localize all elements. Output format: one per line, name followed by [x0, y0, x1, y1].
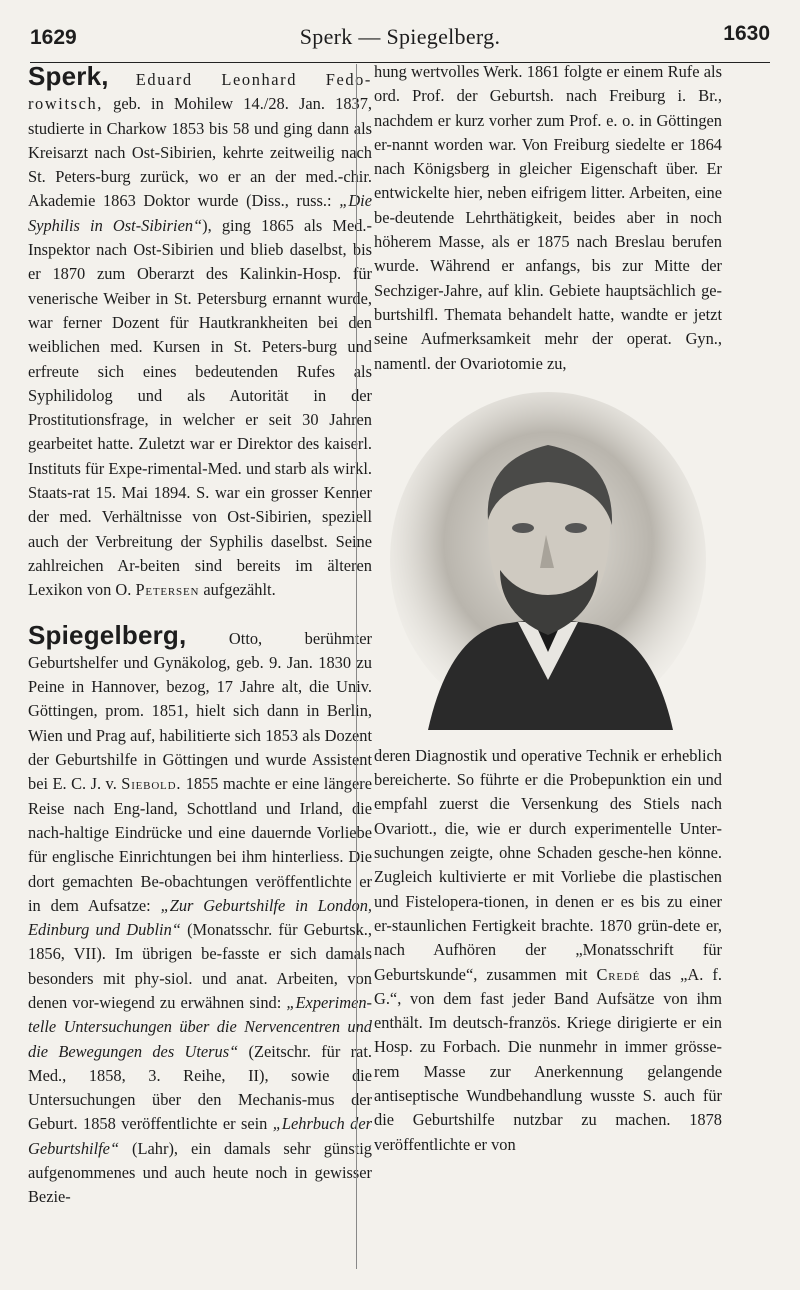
column-right — [374, 60, 722, 1157]
page-header — [30, 16, 770, 56]
text-sperk-3: aufgezählt. — [199, 580, 276, 600]
column-left — [28, 61, 373, 1222]
page-number-right: 1630 — [723, 22, 770, 45]
text-spiegelberg-2: 1855 machte er eine längere Reise nach Eng-land, Schottland und Irland, die nach-haltige Eindrücke und eine dauernde Vorliebe für englische Einrichtungen bei ihm hinterliess. Die dort gemachten Be-obachtungen veröffentlichte er in dem Aufsatze: — [28, 774, 373, 915]
column-divider — [356, 64, 357, 1269]
text-spiegelberg-continued: hung wertvolles Werk. 1861 folgte er einem Rufe als ord. Prof. der Geburtsh. nach Freiburg i. Br., nachdem er kurz vorher zum Prof. e. o. in Göttingen er-nannt worden war. Von Freiburg siedelte er 1864 nach Königsberg in gleicher Eigenschaft über. Er entwickelte hier, neben eifrigem litter. Arbeiten, eine be-deutende Lehrthätigkeit, beides aber in noch höherem Masse, als er 1875 nach Breslau berufen wurde. Während er anfangs, bis zur Mitte der Sechziger-Jahre, auf klin. Gebiete hauptsächlich ge-burtshilfl. Themata behandelt hatte, wandte er jetzt seine Aufmerksamkeit mehr der operat. Gyn., namentl. der Ovariotomie zu, — [374, 62, 722, 373]
entry-spiegelberg — [28, 619, 373, 1210]
text-spiegelberg-continued: das „A. f. G.“, von dem fast jeder Band Aufsätze von ihm enthält. Im deutsch-französ. Kriege dirigierte er ein Hosp. zu Forbach. Die nunmehr in immer grösse-rem Masse zur Anerkennung gelangende antiseptische Wundbehandlung wusste S. auch für die Geburtshilfe nutzbar zu machen. 1878 veröffentlichte er von — [374, 964, 722, 1154]
text-spiegelberg-continued: deren Diagnostik und operative Technik er erheblich bereicherte. So führte er die Probepunktion ein und empfahl zuerst die Versenkung des Stiels nach Ovariott., die, wie er durch experimentelle Unter-suchungen zeigte, ohne Schaden gesche-hen könne. Zugleich kultivierte er mit Vorliebe die plastischen und Fistelopera-tionen, in denen er es bis zu einer er-staunlichen Fertigkeit brachte. 1870 grün-dete er, nach Aufhören der „Monatsschrift für Geburtskunde“, zusammen mit — [374, 745, 722, 984]
work-title: „Die Syphilis in Ost-Sibirien“ — [28, 191, 372, 235]
text-spiegelberg-4: (Zeitschr. für rat. Med., 1858, 3. Reihe, II), sowie die Untersuchungen über den Mechanis-mus der Geburt. 1858 veröffentlichte er sein — [28, 1041, 372, 1134]
names-sperk: Eduard Leonhard Fedo-rowitsch, — [28, 70, 372, 114]
running-title: Sperk — Spiegelberg. — [299, 24, 501, 49]
text-spiegelberg-3: (Monatsschr. für Geburtsk., 1856, VII). Im übrigen be-fasste er sich damals besonders mit phy-siol. und anat. Arbeiten, von denen vor-wiegend zu erwähnen sind: — [28, 920, 372, 1012]
text-sperk-1: geb. in Mohilew 14./28. Jan. 1837, studierte in Charkow 1853 bis 58 und ging dann als Kreisarzt nach Ost-Sibirien, kehrte zeitweilig nach St. Peters-burg zurück, wo er an der med.-chir. Akademie 1863 Doktor wurde (Diss., russ.: — [28, 94, 372, 211]
work-title: „Zur Geburtshilfe in London, Edinburg und Dublin“ — [28, 895, 372, 940]
lemma-sperk: Sperk, — [28, 61, 109, 91]
work-title: „Lehrbuch der Geburtshilfe“ — [28, 1114, 372, 1158]
names-spiegelberg: Otto, — [228, 628, 263, 648]
portrait-engraving-icon — [388, 390, 708, 730]
work-title: „Experimen-telle Untersuchungen über die Nervencentren und die Bewegungen des Uterus“ — [28, 992, 372, 1061]
author-reference: Credé — [596, 964, 641, 984]
page-number-left: 1629 — [30, 26, 77, 49]
entry-sperk — [28, 61, 372, 603]
lemma-spiegelberg: Spiegelberg, — [28, 619, 187, 650]
author-reference: Petersen — [135, 580, 200, 600]
text-spiegelberg-5: (Lahr), ein damals sehr günstig aufgenommenes und auch heute noch in gewisser Bezie- — [28, 1138, 372, 1207]
author-reference: Siebold. — [121, 774, 182, 794]
text-sperk-2: ), ging 1865 als Med.-Inspektor nach Ost-Sibirien und blieb daselbst, bis er 1870 zum Oberarzt des Kalinkin-Hosp. für venerische Weiber in St. Petersburg ernannt wurde, war ferner Dozent für Hautkrankheiten bei den weiblichen med. Kursen in St. Peters-burg und erfreute sich eines bedeutenden Rufes als Syphilidolog und als Autorität in der Prostitutionsfrage, in welcher er seit 30 Jahren gearbeitet hatte. Zuletzt war er Direktor des kaiserl. Instituts für Expe-rimental-Med. und starb als wirkl. Staats-rat 15. Mai 1894. S. war ein grosser Kenner der med. Verhältnisse von Ost-Sibirien, speziell auch der Verbreitung der Syphilis daselbst. Seine zahlreichen Ar-beiten sind bereits im älteren Lexikon von O. — [28, 215, 372, 600]
text-spiegelberg-1: berühmter Geburtshelfer und Gynäkolog, geb. 9. Jan. 1830 zu Peine in Hannover, bezog, 17 Jahre alt, die Univ. Göttingen, prom. 1851, hielt sich dann in Berlin, Wien und Prag auf, habilitierte sich 1853 als Dozent der Geburtshilfe in Göttingen und wurde Assistent bei E. C. J. v. — [28, 628, 372, 794]
